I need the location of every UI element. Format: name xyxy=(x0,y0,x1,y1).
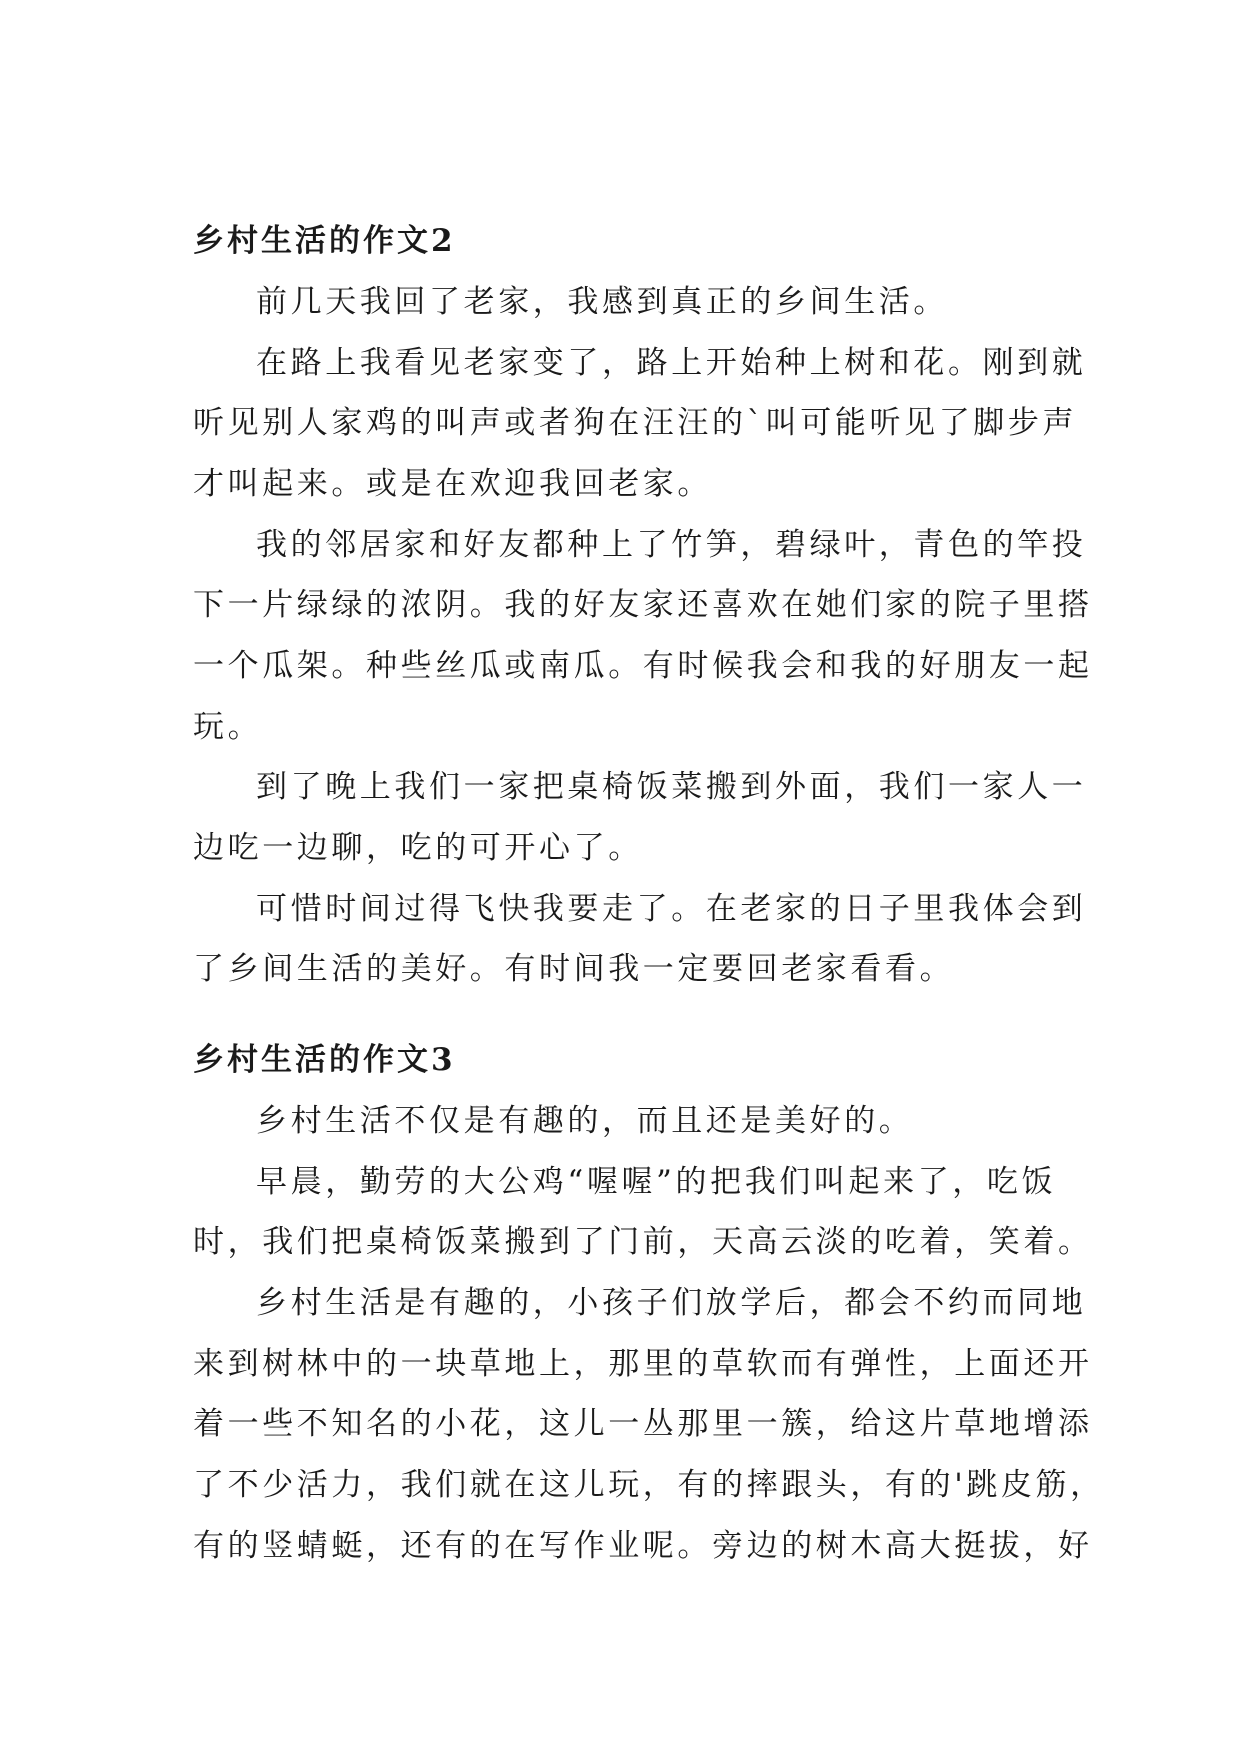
essay-3-paragraph-3-line: 来到树林中的一块草地上，那里的草软而有弹性，上面还开 xyxy=(193,1346,1093,1382)
essay-3-paragraph-2-line: 时，我们把桌椅饭菜搬到了门前，天高云淡的吃着，笑着。 xyxy=(193,1224,1093,1260)
essay-2-paragraph-2-line: 才叫起来。或是在欢迎我回老家。 xyxy=(193,466,712,502)
essay-2-paragraph-2: 在路上我看见老家变了，路上开始种上树和花。刚到就 xyxy=(256,345,1087,381)
essay-2-title: 乡村生活的作文2 xyxy=(193,223,456,259)
essay-3-paragraph-3-line: 了不少活力，我们就在这儿玩，有的摔跟头，有的'跳皮筋， xyxy=(193,1467,1105,1503)
essay-2-paragraph-3: 我的邻居家和好友都种上了竹笋，碧绿叶，青色的竿投 xyxy=(256,527,1087,563)
essay-2-paragraph-1: 前几天我回了老家，我感到真正的乡间生活。 xyxy=(256,284,948,320)
essay-2-paragraph-2-line: 听见别人家鸡的叫声或者狗在汪汪的`叫可能听见了脚步声 xyxy=(193,405,1078,441)
essay-2-paragraph-5-line: 了乡间生活的美好。有时间我一定要回老家看看。 xyxy=(193,951,955,987)
essay-3-paragraph-1: 乡村生活不仅是有趣的，而且还是美好的。 xyxy=(256,1103,914,1139)
essay-2-paragraph-5: 可惜时间过得飞快我要走了。在老家的日子里我体会到 xyxy=(256,891,1087,927)
essay-3-paragraph-3-line: 着一些不知名的小花，这儿一丛那里一簇，给这片草地增添 xyxy=(193,1406,1093,1442)
essay-2-paragraph-3-line: 下一片绿绿的浓阴。我的好友家还喜欢在她们家的院子里搭 xyxy=(193,587,1093,623)
essay-2-paragraph-3-line: 玩。 xyxy=(193,709,263,745)
essay-3-paragraph-2: 早晨，勤劳的大公鸡“喔喔”的把我们叫起来了，吃饭 xyxy=(256,1164,1057,1200)
essay-2-paragraph-4-line: 边吃一边聊，吃的可开心了。 xyxy=(193,830,643,866)
essay-3-paragraph-3: 乡村生活是有趣的，小孩子们放学后，都会不约而同地 xyxy=(256,1285,1087,1321)
essay-2-paragraph-4: 到了晚上我们一家把桌椅饭菜搬到外面，我们一家人一 xyxy=(256,769,1087,805)
essay-3-title: 乡村生活的作文3 xyxy=(193,1042,456,1078)
essay-2-paragraph-3-line: 一个瓜架。种些丝瓜或南瓜。有时候我会和我的好朋友一起 xyxy=(193,648,1093,684)
essay-3-paragraph-3-line: 有的竖蜻蜓，还有的在写作业呢。旁边的树木高大挺拔，好 xyxy=(193,1528,1093,1564)
